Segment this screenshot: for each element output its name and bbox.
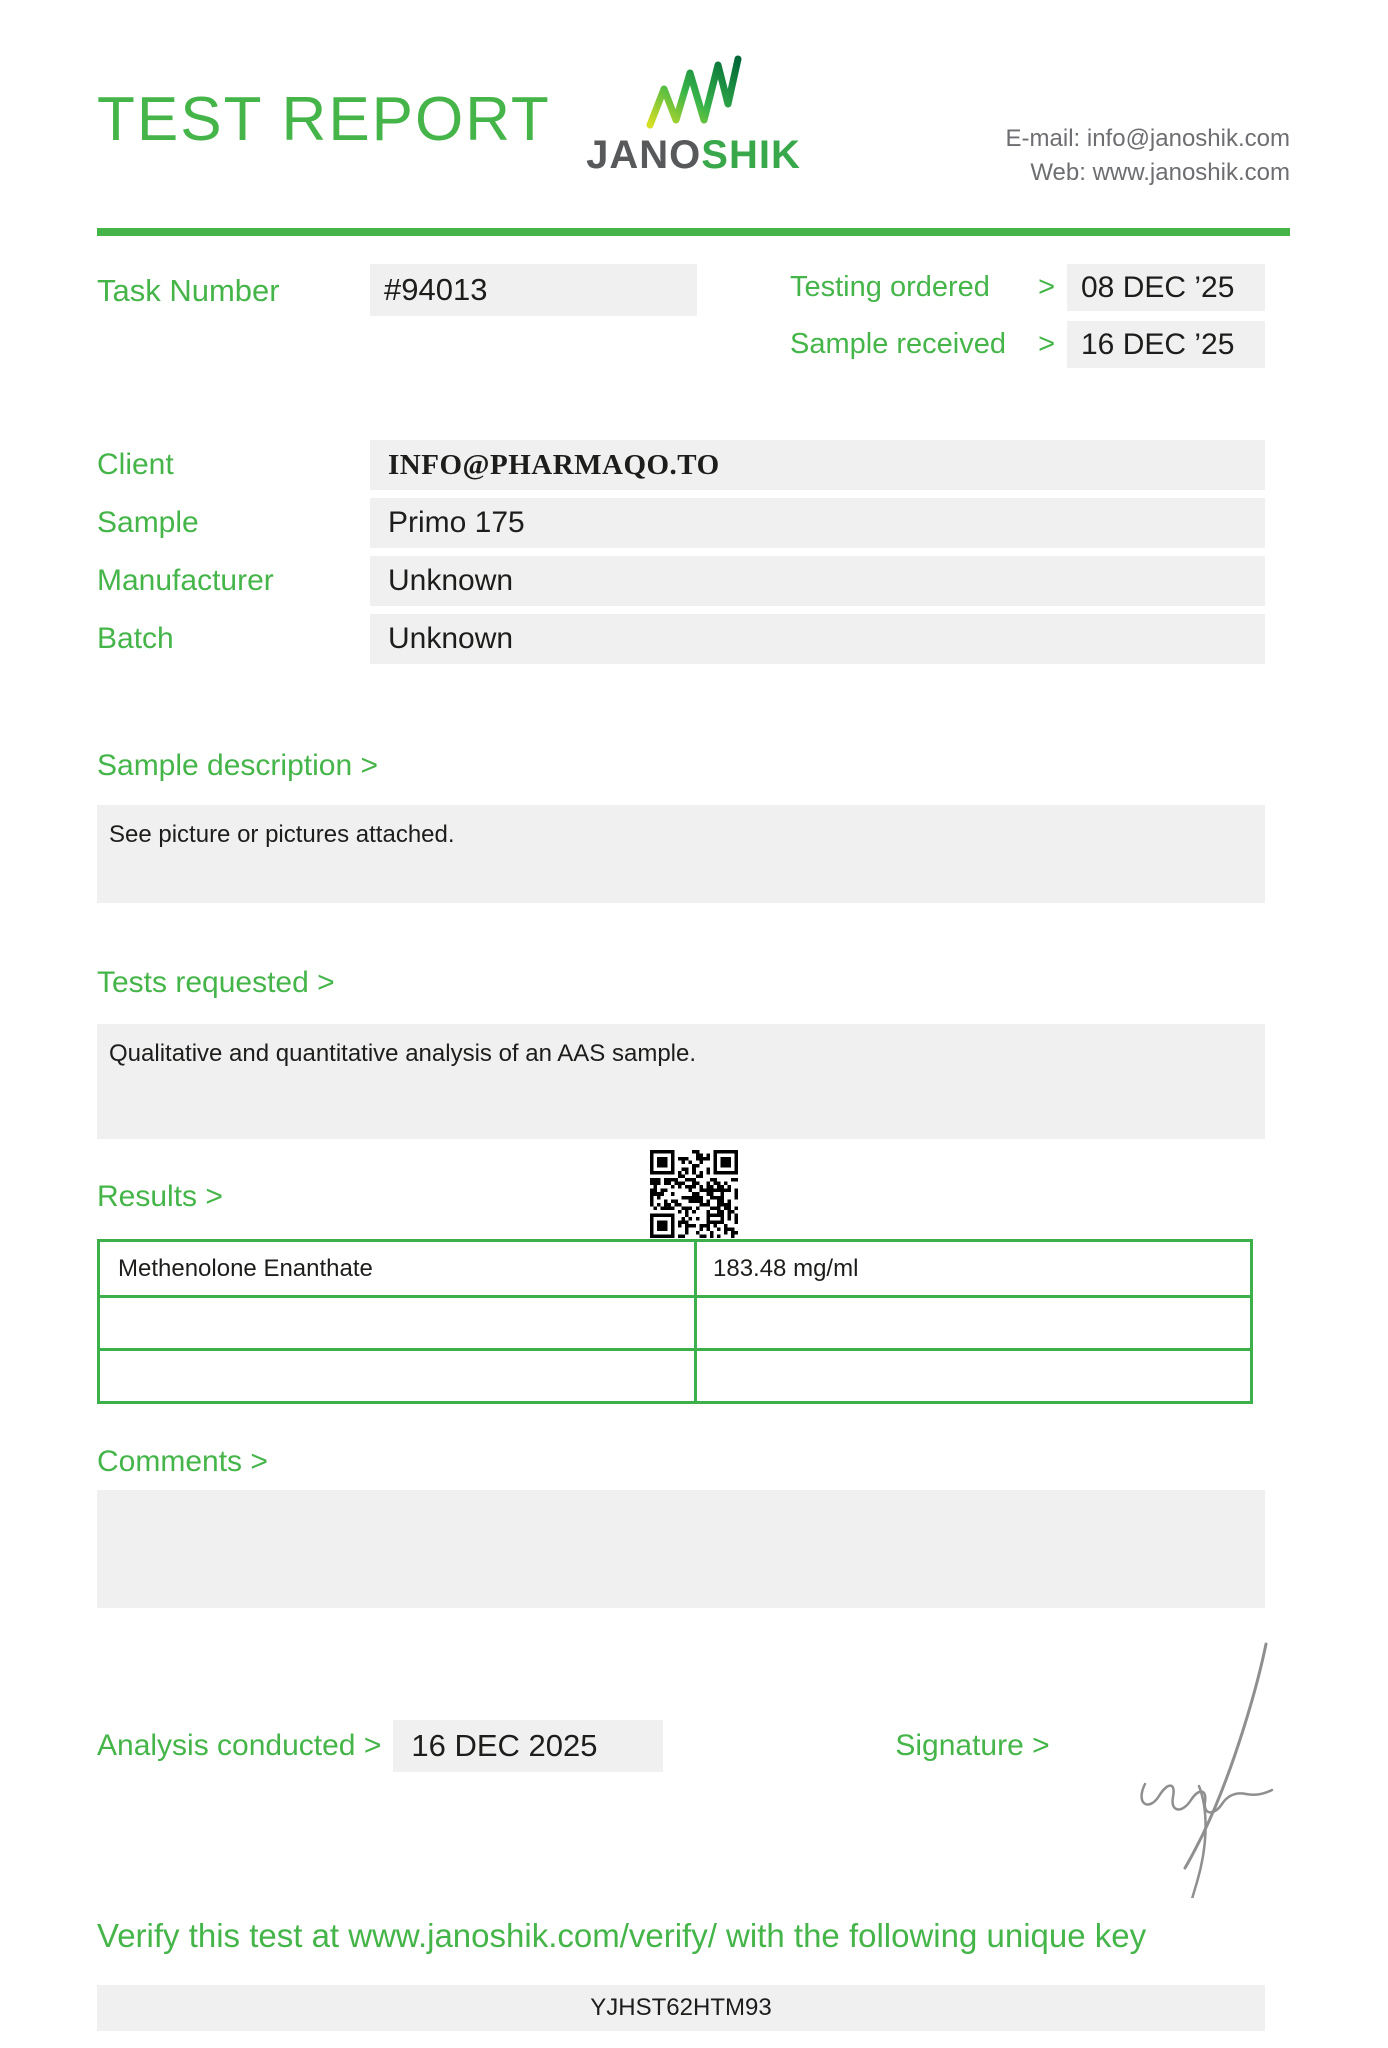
substance-cell: Methenolone Enanthate	[100, 1242, 697, 1295]
substance-cell	[100, 1298, 697, 1348]
header-divider	[97, 228, 1290, 236]
task-number-value: #94013	[370, 264, 697, 316]
substance-cell	[100, 1351, 697, 1401]
web-value: www.janoshik.com	[1092, 158, 1290, 186]
info-row-batch	[97, 614, 1290, 664]
logo-text-jano: JANO	[586, 133, 702, 177]
sample-received-label: Sample received	[790, 328, 1006, 360]
batch-label: Batch	[97, 622, 174, 655]
signature-label: Signature >	[895, 1729, 1050, 1762]
amount-cell: 183.48 mg/ml	[713, 1255, 859, 1282]
sample-description-heading: Sample description >	[97, 749, 378, 782]
table-row	[100, 1242, 1250, 1295]
analysis-conducted-value: 16 DEC 2025	[393, 1720, 663, 1772]
task-section	[97, 264, 1290, 368]
logo-text-shik: SHIK	[701, 133, 801, 177]
handwritten-signature	[1115, 1636, 1315, 1898]
info-row-sample	[97, 498, 1290, 548]
contact-info	[1006, 122, 1290, 189]
contact-email-line	[1006, 122, 1290, 156]
info-row-client	[97, 440, 1290, 490]
amount-cell	[697, 1298, 1250, 1348]
testing-ordered-value: 08 DEC ’25	[1067, 264, 1265, 311]
tests-requested-body: Qualitative and quantitative analysis of an AAS sample.	[97, 1024, 1265, 1139]
table-row	[100, 1295, 1250, 1348]
chevron-right-icon: >	[1038, 328, 1055, 360]
contact-web-line	[1006, 156, 1290, 190]
testing-ordered-row	[790, 264, 1265, 311]
web-label: Web:	[1030, 158, 1086, 186]
comments-heading: Comments >	[97, 1445, 268, 1478]
sample-label: Sample	[97, 506, 199, 539]
header	[97, 0, 1290, 236]
results-section	[97, 1179, 1290, 1404]
task-number-label: Task Number	[97, 273, 280, 308]
dates-block	[790, 264, 1265, 368]
results-table	[97, 1239, 1253, 1404]
table-row	[100, 1348, 1250, 1401]
janoshik-logo	[574, 54, 814, 175]
sample-received-row	[790, 321, 1265, 368]
comments-body	[97, 1490, 1265, 1608]
info-row-manufacturer	[97, 556, 1290, 606]
amount-cell	[697, 1351, 1250, 1401]
sample-description-body: See picture or pictures attached.	[97, 805, 1265, 903]
analysis-signature-row	[97, 1720, 1290, 1772]
chevron-right-icon: >	[1038, 271, 1055, 303]
manufacturer-value: Unknown	[370, 556, 1265, 606]
qr-code	[650, 1150, 738, 1238]
analysis-conducted-label: Analysis conducted >	[97, 1729, 382, 1762]
email-label: E-mail:	[1005, 125, 1081, 152]
sample-value: Primo 175	[370, 498, 1265, 548]
email-value: info@janoshik.com	[1086, 125, 1290, 152]
chart-growth-icon	[644, 54, 744, 130]
logo-wordmark	[574, 135, 814, 175]
manufacturer-label: Manufacturer	[97, 564, 274, 597]
client-value: INFO@PHARMAQO.TO	[370, 440, 1265, 490]
unique-key-value: YJHST62HTM93	[97, 1985, 1265, 2031]
client-label: Client	[97, 448, 174, 481]
verify-instructions: Verify this test at www.janoshik.com/verify/ with the following unique key	[97, 1917, 1147, 1954]
sample-info-section	[97, 440, 1290, 664]
tests-requested-heading: Tests requested >	[97, 966, 335, 999]
testing-ordered-label: Testing ordered	[790, 271, 990, 303]
sample-received-value: 16 DEC ’25	[1067, 321, 1265, 368]
results-heading: Results >	[97, 1180, 223, 1213]
page-title: TEST REPORT	[97, 85, 551, 154]
batch-value: Unknown	[370, 614, 1265, 664]
